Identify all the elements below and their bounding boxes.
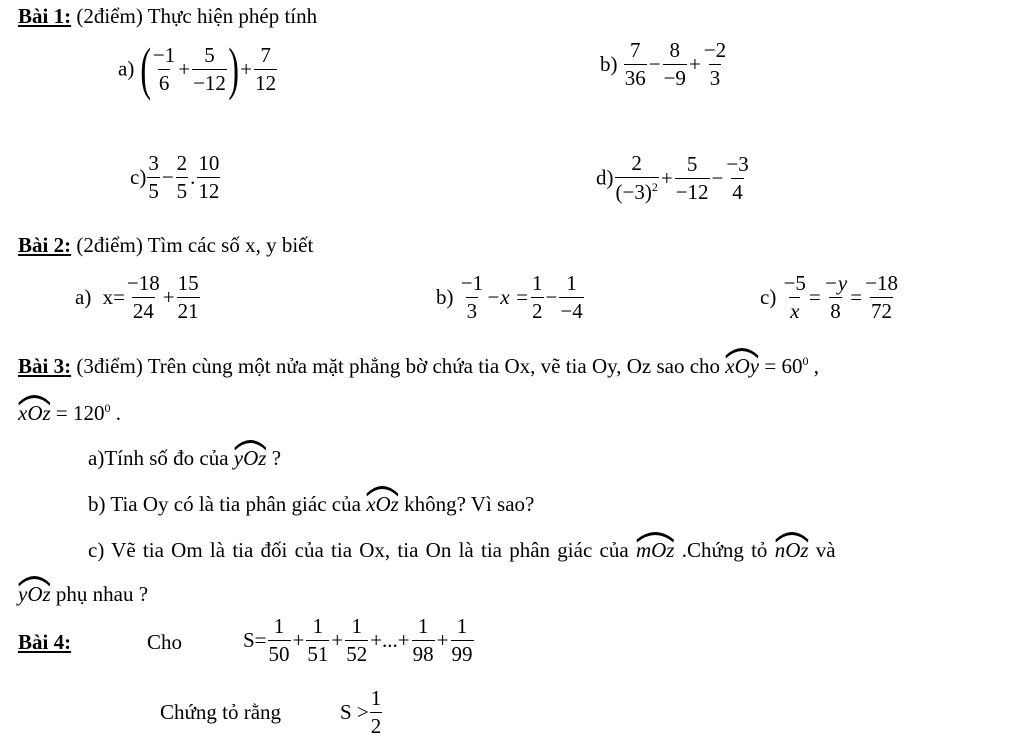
angle-noz: nOz: [775, 534, 809, 561]
bai2-heading: Bài 2:: [18, 233, 72, 257]
bai3-line2: xOz = $120^0$ .: [18, 397, 121, 424]
fraction: $\frac{-1}{6}$: [152, 42, 176, 95]
fraction: $\frac{-18}{72}$: [865, 271, 898, 323]
fraction: $\frac{1}{99}$: [451, 614, 473, 666]
bai3-desc: (3điểm) Trên cùng một nửa mặt phẳng bờ chứa tia Ox, vẽ tia Oy, Oz sao cho: [71, 354, 726, 378]
bai2-b: b) $\frac{-1}{3}$ −x = $\frac{1}{2}$ − $\frac{1}{-4}$: [436, 271, 583, 323]
fraction: $\frac{10}{12}$: [198, 151, 220, 203]
fraction: $\frac{2}{(-3)^2}$: [615, 151, 658, 204]
angle-xoy: xOy: [725, 350, 759, 377]
angle-moz: mOz: [636, 534, 675, 561]
bai1-c: c) $\frac{3}{5}$ − $\frac{2}{5}$ . $\frac{10}{12}$: [130, 151, 220, 203]
fraction: $\frac{-y}{8}$: [823, 271, 848, 323]
fraction: $\frac{-2}{3}$: [703, 38, 727, 90]
angle-xoz: xOz: [18, 397, 51, 424]
fraction: $\frac{3}{5}$: [148, 151, 159, 203]
angle-xoz: xOz: [366, 488, 399, 515]
bai2-desc: (2điểm) Tìm các số x, y biết: [71, 233, 314, 257]
bai4-heading: Bài 4:: [18, 630, 72, 654]
bai3-c: c) Vẽ tia Om là tia đối của tia Ox, tia On là tia phân giác của mOz .Chứng tỏ nOz và: [88, 534, 836, 561]
fraction: $\frac{2}{5}$: [176, 151, 188, 203]
item-label: a): [75, 285, 92, 309]
bai3-c-line2: yOz phụ nhau ?: [18, 578, 148, 605]
fraction: $\frac{-1}{3}$: [460, 271, 484, 323]
bai1-title: [18, 6, 317, 27]
fraction: $\frac{-3}{4}$: [726, 151, 749, 204]
item-label: c): [760, 285, 777, 309]
fraction: $\frac{1}{2}$: [532, 271, 543, 323]
fraction: $\frac{5}{-12}$: [193, 42, 226, 95]
bai1-b: b) $\frac{7}{36}$ − $\frac{8}{-9}$ + $\frac{-2}{3}$: [600, 38, 727, 90]
bai1-d: d) $\frac{2}{(-3)^2}$ + $\frac{5}{-12}$ − $\frac{-3}{4}$: [596, 151, 749, 204]
item-label: a): [118, 56, 135, 81]
bai4-sum: S= $\frac{1}{50}$ + $\frac{1}{51}$ + $\frac{1}{52}$ +...+ $\frac{1}{98}$ + $\frac{1}{99}$: [243, 614, 473, 666]
bai1-a: a) ( $\frac{-1}{6}$ + $\frac{5}{-12}$ )+ $\frac{7}{12}$: [118, 36, 277, 101]
fraction: $\frac{1}{52}$: [346, 614, 368, 666]
fraction: $\frac{1}{-4}$: [560, 271, 583, 323]
item-label: d): [596, 165, 614, 190]
fraction: $\frac{5}{-12}$: [675, 151, 709, 204]
bai3-a: a)Tính số đo của yOz ?: [88, 442, 281, 469]
bai4-prove: Chứng tỏ rằng: [160, 700, 282, 724]
bai4-cho: Cho: [147, 630, 183, 654]
bai2-title: [18, 235, 313, 256]
fraction: $\frac{7}{12}$: [255, 42, 277, 95]
fraction: $\frac{1}{50}$: [268, 614, 290, 666]
bai2-c: c) $\frac{-5}{x}$ = $\frac{-y}{8}$ = $\frac{-18}{72}$: [760, 271, 898, 323]
left-paren: (: [139, 36, 151, 101]
bai2-a: a) x= $\frac{-18}{24}$ + $\frac{15}{21}$: [75, 271, 199, 323]
fraction: $\frac{1}{98}$: [412, 614, 434, 666]
bai1-desc: (2điểm) Thực hiện phép tính: [71, 4, 318, 28]
bai3-heading: Bài 3:: [18, 354, 72, 378]
fraction: $\frac{-5}{x}$: [783, 271, 806, 323]
angle-yoz: yOz: [234, 442, 267, 469]
fraction: $\frac{-18}{24}$: [126, 271, 160, 323]
fraction: $\frac{15}{21}$: [177, 271, 199, 323]
item-label: b): [436, 285, 454, 309]
fraction: $\frac{1}{2}$: [370, 686, 382, 738]
fraction: $\frac{7}{36}$: [624, 38, 646, 90]
fraction: $\frac{8}{-9}$: [663, 38, 686, 90]
bai3-title: Bài 3: (3điểm) Trên cùng một nửa mặt phẳng bờ chứa tia Ox, vẽ tia Oy, Oz sao cho xOy = $60^0$ ,: [18, 350, 819, 377]
fraction: $\frac{1}{51}$: [307, 614, 329, 666]
item-label: c): [130, 165, 147, 189]
bai3-b: b) Tia Oy có là tia phân giác của xOz không? Vì sao?: [88, 488, 534, 515]
right-paren: ): [228, 36, 239, 101]
angle-yoz: yOz: [18, 578, 51, 605]
bai1-heading: Bài 1:: [18, 4, 72, 28]
bai4-inequality: S > $\frac{1}{2}$: [340, 686, 382, 738]
item-label: b): [600, 52, 618, 76]
